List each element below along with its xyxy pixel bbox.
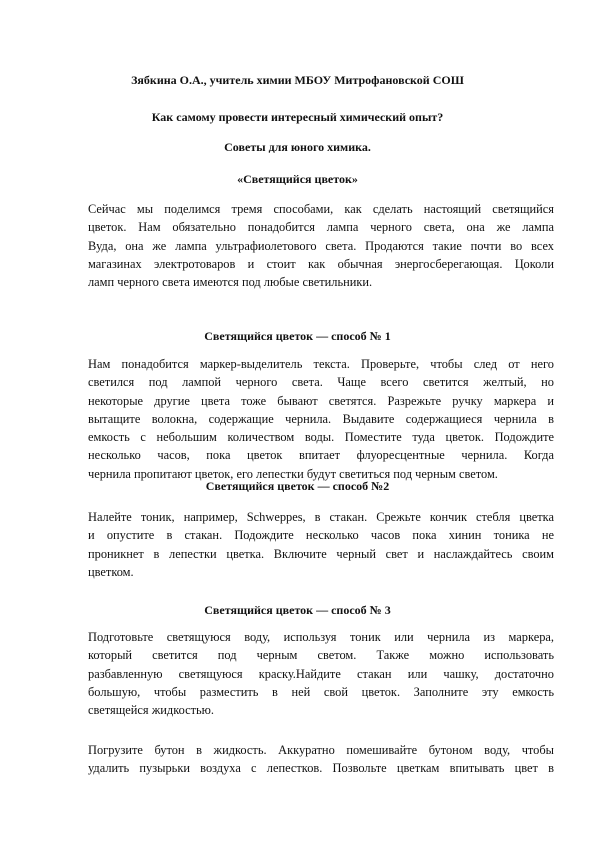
author-line: Зябкина О.А., учитель химии МБОУ Митрофановской СОШ: [131, 73, 464, 87]
text-line: Вуда, она же лампа ультрафиолетового света. Продаются такие почти во всех: [88, 238, 554, 253]
final-paragraph: [88, 741, 554, 778]
method3-heading: Светящийся цветок — способ № 3: [204, 603, 391, 617]
text-line: Нам понадобится маркер-выделитель текста. Проверьте, чтобы след от него: [88, 357, 554, 371]
text-line: емкость с небольшим количеством воды. Поместите туда цветок. Подождите: [88, 430, 554, 445]
text-line: удалить пузырьки воздуха с лепестков. Позвольте цветкам впитывать цвет в: [88, 761, 554, 776]
text-line: Сейчас мы поделимся тремя способами, как сделать настоящий светящийся: [88, 202, 554, 216]
text-line: проникнет в лепестки цветка. Включите черный свет и наслаждайтесь своим: [88, 546, 554, 561]
method1-heading: Светящийся цветок — способ № 1: [204, 329, 391, 343]
text-line: и опустите в стакан. Подождите несколько часов пока хинин тоника не: [88, 528, 554, 543]
intro-paragraph: [88, 200, 554, 291]
method1-paragraph: [88, 355, 554, 483]
text-line: ламп черного света имеются под любые светильники.: [88, 275, 373, 290]
topic-title: «Светящийся цветок»: [237, 172, 358, 186]
text-line: Подготовьте светящуюся воду, используя тоник или чернила из маркера,: [88, 630, 554, 644]
text-line: цветок. Нам обязательно понадобится лампа черного света, она же лампа: [88, 220, 554, 235]
text-line: несколько часов, пока цветок впитает флуоресцентные чернила. Когда: [88, 448, 554, 463]
text-line: некоторые другие цвета тоже бывают светятся. Разрежьте ручку маркера и: [88, 393, 554, 408]
text-line: большую, чтобы разместить в ней свой цветок. Заполните эту емкость: [88, 684, 554, 699]
text-line: светящейся жидкостью.: [88, 703, 215, 718]
text-line: Погрузите бутон в жидкость. Аккуратно помешивайте бутоном воду, чтобы: [88, 743, 554, 757]
text-line: Налейте тоник, например, Schweppes, в стакан. Срежьте кончик стебля цветка: [88, 510, 554, 524]
document-title: Как самому провести интересный химический опыт?: [151, 110, 444, 124]
text-line: вытащите волокна, содержащие чернила. Выдавите содержащиеся чернила в: [88, 411, 554, 426]
method2-heading: Светящийся цветок — способ №2: [205, 479, 390, 493]
text-line: который светится под черным светом. Также можно использовать: [88, 648, 554, 663]
method3-paragraph: [88, 628, 554, 719]
text-line: цветком.: [88, 564, 134, 579]
method2-paragraph: [88, 508, 554, 581]
text-line: чернила пропитают цветок, его лепестки будут светиться под черным светом.: [88, 466, 498, 481]
document-subtitle: Советы для юного химика.: [224, 140, 371, 154]
text-line: светился под лампой черного света. Чаще всего светится желтый, но: [88, 375, 554, 390]
text-line: магазинах электротоваров и стоит как обычная энергосберегающая. Цоколи: [88, 256, 554, 271]
text-line: разбавленную светящуюся краску.Найдите стакан или чашку, достаточно: [88, 666, 554, 681]
